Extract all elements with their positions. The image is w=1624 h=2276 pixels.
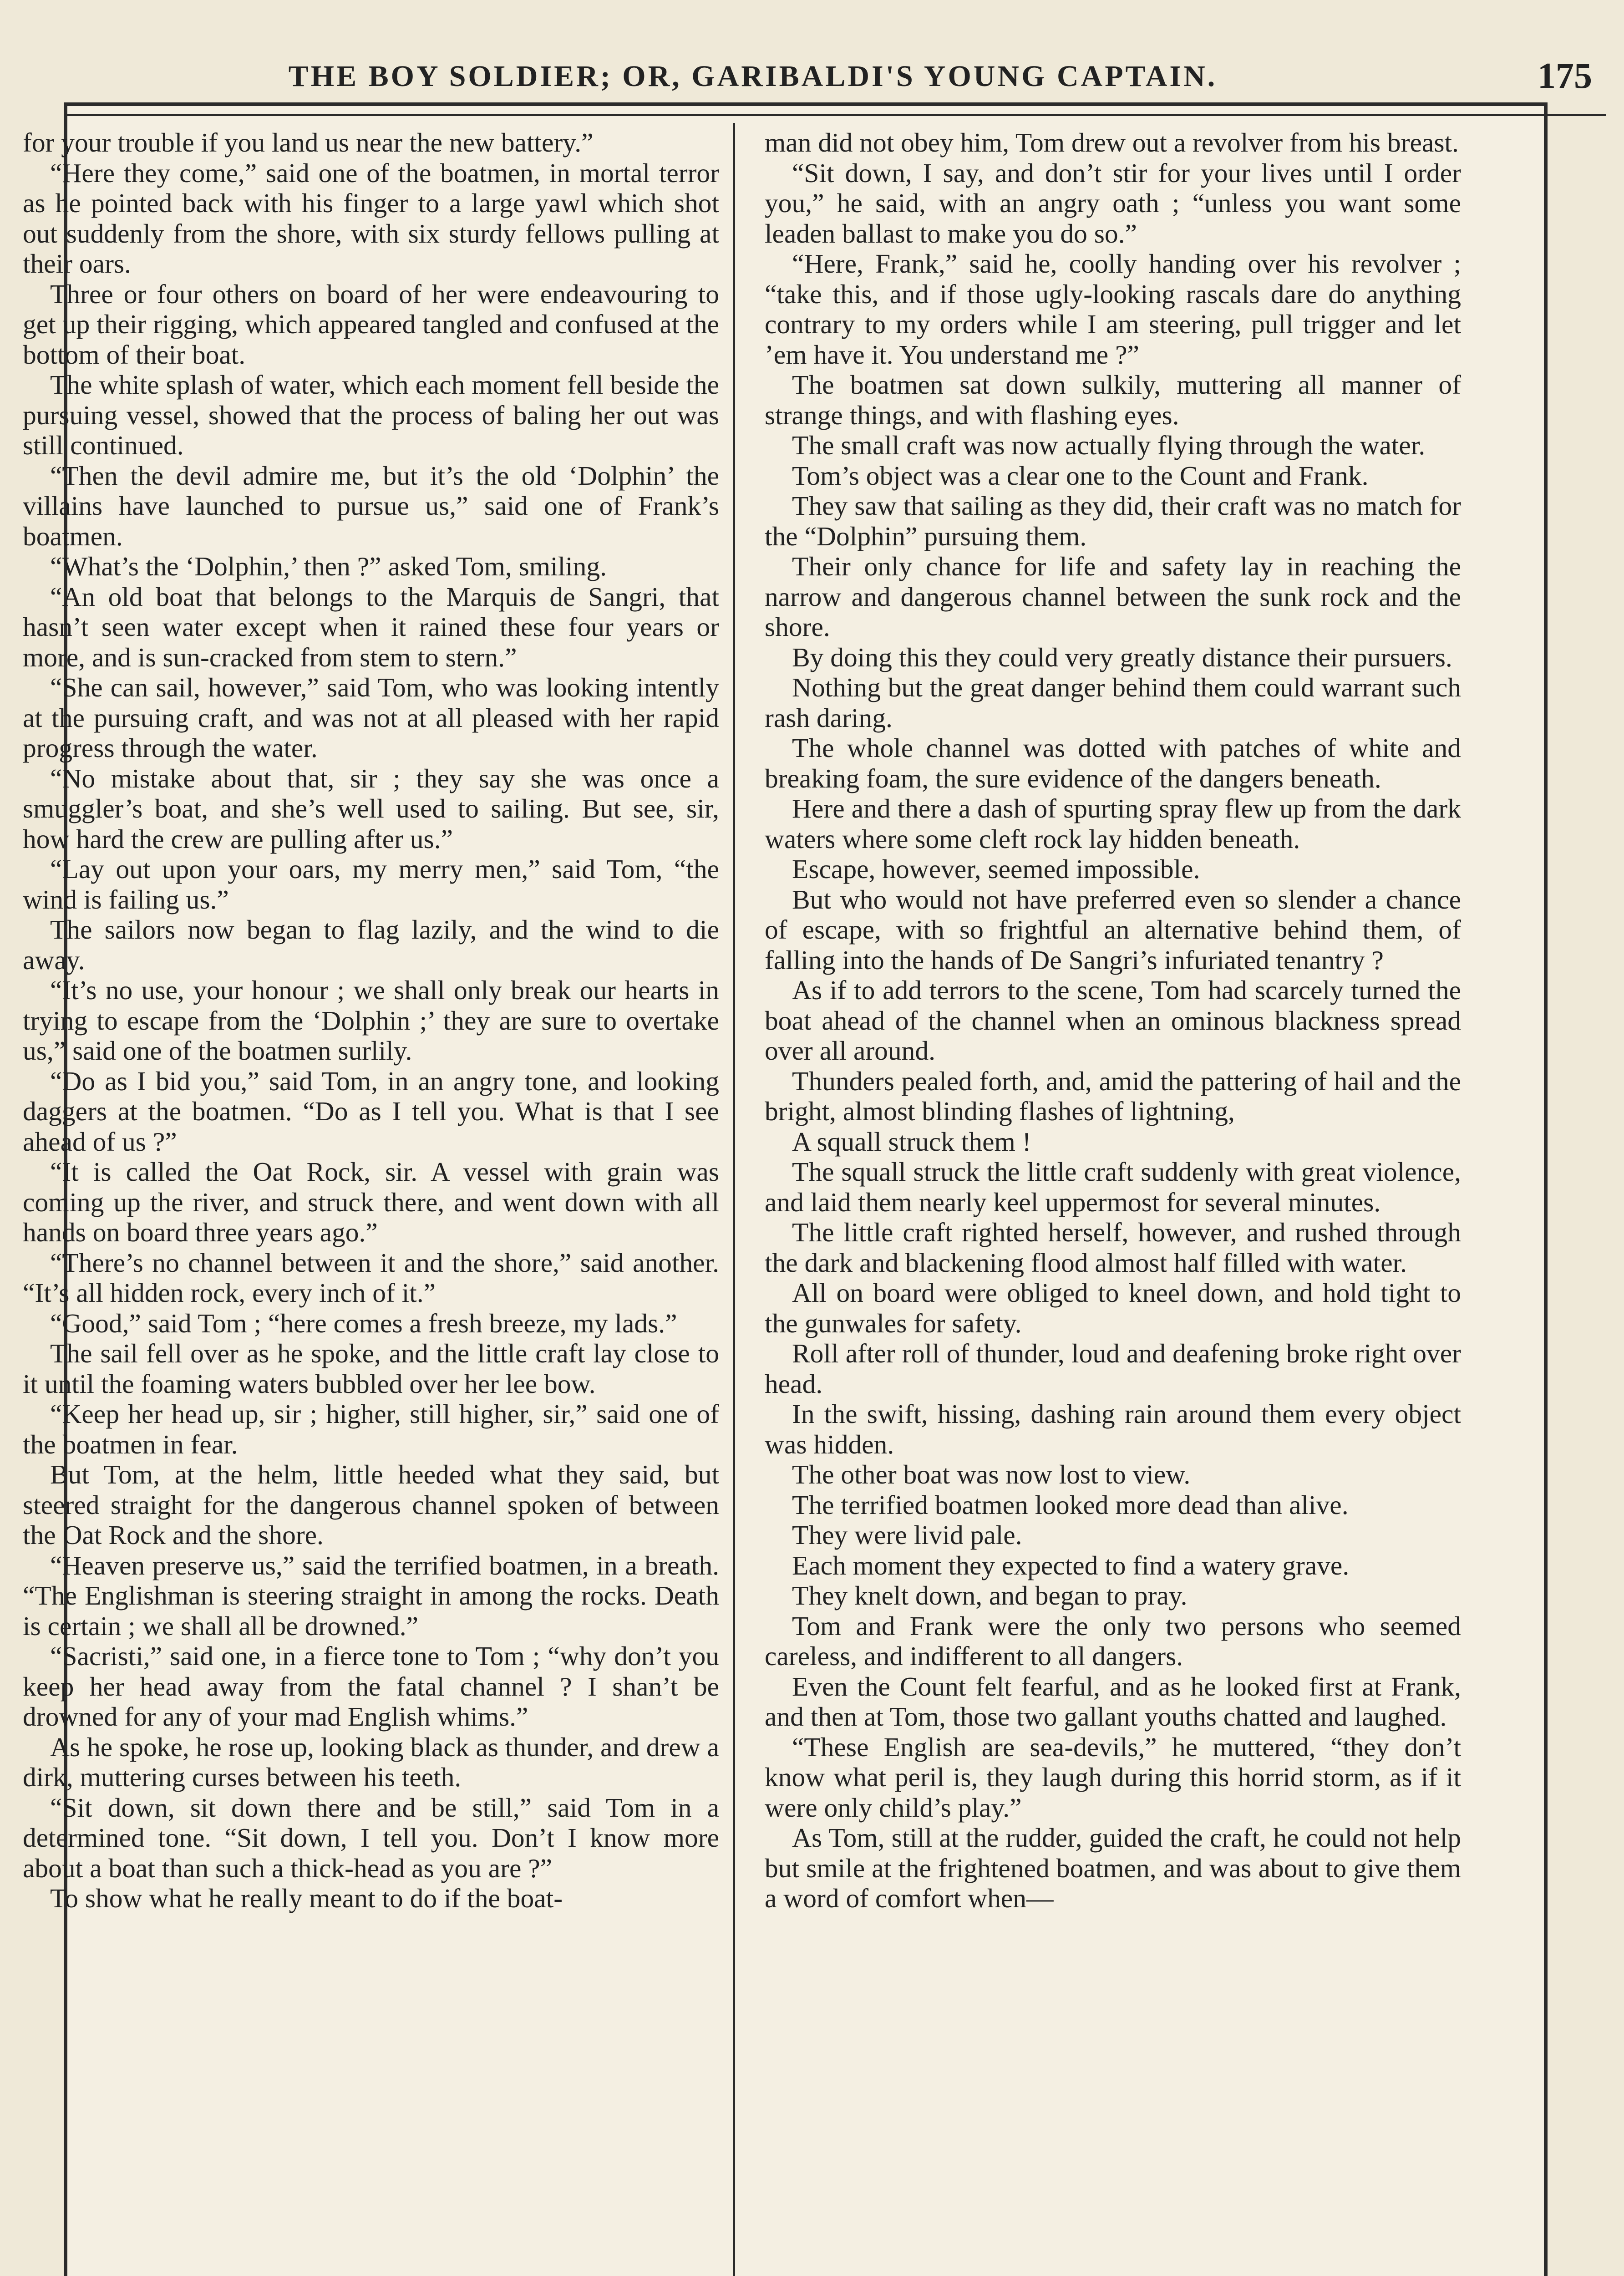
- paragraph: “Good,” said Tom ; “here comes a fresh breeze, my lads.”: [50, 1308, 677, 1338]
- paragraph: “It is called the Oat Rock, sir. A vessel with grain was coming up the river, and struck there, and went down with all hands on board three years ago.”: [23, 1157, 719, 1247]
- paragraph: But who would not have preferred even so slender a chance of escape, with so frightful an alternative behind them, of falling into the hands of De Sangri’s infuriated tenantry ?: [765, 884, 1461, 975]
- paragraph: “Sit down, I say, and don’t stir for your lives until I order you,” he said, with an angry oath ; “unless you want some leaden ballast to make you do so.”: [765, 157, 1461, 249]
- running-title: THE BOY SOLDIER; OR, GARIBALDI'S YOUNG CAPTAIN.: [288, 60, 1218, 93]
- paragraph: “Keep her head up, sir ; higher, still higher, sir,” said one of the boatmen in fear.: [23, 1399, 719, 1459]
- paragraph: The small craft was now actually flying through the water.: [792, 430, 1426, 460]
- paragraph: The boatmen sat down sulkily, muttering all manner of strange things, and with flashing eyes.: [765, 370, 1461, 430]
- paragraph: “There’s no channel between it and the shore,” said another. “It’s all hidden rock, every inch of it.”: [23, 1247, 719, 1308]
- paragraph: The sailors now began to flag lazily, and the wind to die away.: [23, 914, 719, 975]
- paragraph: “These English are sea-devils,” he muttered, “they don’t know what peril is, they laugh during this horrid storm, as if it were only child’s play.”: [765, 1732, 1461, 1823]
- running-header: [64, 46, 1606, 116]
- paragraph: “She can sail, however,” said Tom, who was looking intently at the pursuing craft, and was not at all pleased with her rapid progress through the water.: [23, 672, 719, 763]
- paragraph: Tom’s object was a clear one to the Count and Frank.: [792, 460, 1369, 491]
- paragraph: “It’s no use, your honour ; we shall only break our hearts in trying to escape from the ‘Dolphin ;’ they are sure to overtake us,” said one of the boatmen surlily.: [23, 975, 719, 1066]
- paragraph: “What’s the ‘Dolphin,’ then ?” asked Tom, smiling.: [50, 551, 607, 581]
- paragraph: Tom and Frank were the only two persons who seemed careless, and indifferent to all dangers.: [765, 1610, 1461, 1671]
- paragraph: “Heaven preserve us,” said the terrified boatmen, in a breath. “The Englishman is steering straight in among the rocks. Death is certain ; we shall all be drowned.”: [23, 1550, 719, 1641]
- paragraph: They saw that sailing as they did, their craft was no match for the “Dolphin” pursuing them.: [765, 491, 1461, 551]
- right-column: [765, 127, 1461, 1914]
- paragraph: The other boat was now lost to view.: [792, 1459, 1191, 1489]
- paragraph: “Then the devil admire me, but it’s the old ‘Dolphin’ the villains have launched to pursue us,” said one of Frank’s boatmen.: [23, 460, 719, 551]
- paragraph: Here and there a dash of spurting spray flew up from the dark waters where some cleft rock lay hidden beneath.: [765, 793, 1461, 854]
- paragraph: The white splash of water, which each moment fell beside the pursuing vessel, showed that the process of baling her out was still continued.: [23, 370, 719, 460]
- paragraph: “Sacristi,” said one, in a fierce tone to Tom ; “why don’t you keep her head away from the fatal channel ? I shan’t be drowned for any of your mad English whims.”: [23, 1641, 719, 1732]
- paragraph: Each moment they expected to find a watery grave.: [792, 1550, 1350, 1580]
- paragraph: The whole channel was dotted with patches of white and breaking foam, the sure evidence of the dangers beneath.: [765, 733, 1461, 793]
- paragraph: As Tom, still at the rudder, guided the craft, he could not help but smile at the frightened boatmen, and was about to give them a word of comfort when—: [765, 1823, 1461, 1913]
- paragraph: “An old boat that belongs to the Marquis de Sangri, that hasn’t seen water except when it rained these four years or more, and is sun-cracked from stem to stern.”: [23, 581, 719, 672]
- paragraph: They were livid pale.: [792, 1520, 1022, 1550]
- paragraph: “Sit down, sit down there and be still,” said Tom in a determined tone. “Sit down, I tell you. Don’t I know more about a boat than such a thick-head as you are ?”: [23, 1792, 719, 1883]
- paragraph: All on board were obliged to kneel down, and hold tight to the gunwales for safety.: [765, 1278, 1461, 1338]
- paragraph: As if to add terrors to the scene, Tom had scarcely turned the boat ahead of the channel when an ominous blackness spread over all around.: [765, 975, 1461, 1066]
- paragraph: The sail fell over as he spoke, and the little craft lay close to it until the foaming waters bubbled over her lee bow.: [23, 1338, 719, 1399]
- paragraph: To show what he really meant to do if the boat-: [50, 1883, 563, 1913]
- paragraph: They knelt down, and began to pray.: [792, 1580, 1188, 1610]
- paragraph: “Lay out upon your oars, my merry men,” said Tom, “the wind is failing us.”: [23, 854, 719, 914]
- paragraph: In the swift, hissing, dashing rain around them every object was hidden.: [765, 1399, 1461, 1459]
- paragraph: Roll after roll of thunder, loud and deafening broke right over head.: [765, 1338, 1461, 1399]
- paragraph: “Here, Frank,” said he, coolly handing over his revolver ; “take this, and if those ugly-looking rascals dare do anything contrary to my orders while I am steering, pull trigger and let ’em have it. You understand me ?”: [765, 249, 1461, 370]
- column-divider: [733, 123, 735, 2276]
- paragraph: A squall struck them !: [792, 1126, 1031, 1157]
- paragraph: The squall struck the little craft suddenly with great violence, and laid them nearly keel uppermost for several minutes.: [765, 1157, 1461, 1217]
- paragraph: As he spoke, he rose up, looking black as thunder, and drew a dirk, muttering curses between his teeth.: [23, 1732, 719, 1792]
- paragraph: Nothing but the great danger behind them could warrant such rash daring.: [765, 672, 1461, 733]
- paragraph: “Here they come,” said one of the boatmen, in mortal terror as he pointed back with his finger to a large yawl which shot out suddenly from the shore, with six sturdy fellows pulling at their oars.: [23, 157, 719, 279]
- paragraph: “Do as I bid you,” said Tom, in an angry tone, and looking daggers at the boatmen. “Do as I tell you. What is that I see ahead of us ?”: [23, 1066, 719, 1157]
- paragraph: But Tom, at the helm, little heeded what they said, but steered straight for the dangerous channel spoken of between the Oat Rock and the shore.: [23, 1459, 719, 1550]
- paragraph: man did not obey him, Tom drew out a revolver from his breast.: [765, 127, 1459, 157]
- paragraph: Thunders pealed forth, and, amid the pattering of hail and the bright, almost blinding flashes of lightning,: [765, 1066, 1461, 1126]
- paragraph: Escape, however, seemed impossible.: [792, 854, 1200, 884]
- paragraph: The little craft righted herself, however, and rushed through the dark and blackening flood almost half filled with water.: [765, 1217, 1461, 1278]
- paragraph: Even the Count felt fearful, and as he looked first at Frank, and then at Tom, those two gallant youths chatted and laughed.: [765, 1671, 1461, 1732]
- paragraph: “No mistake about that, sir ; they say she was once a smuggler’s boat, and she’s well used to sailing. But see, sir, how hard the crew are pulling after us.”: [23, 763, 719, 854]
- paragraph: The terrified boatmen looked more dead than alive.: [792, 1489, 1349, 1520]
- left-column: [23, 127, 719, 1914]
- page-number: 175: [1538, 56, 1592, 96]
- paragraph: Their only chance for life and safety lay in reaching the narrow and dangerous channel between the sunk rock and the shore.: [765, 551, 1461, 642]
- paragraph: Three or four others on board of her were endeavouring to get up their rigging, which appeared tangled and confused at the bottom of their boat.: [23, 279, 719, 370]
- paragraph: for your trouble if you land us near the new battery.”: [23, 127, 594, 157]
- paragraph: By doing this they could very greatly distance their pursuers.: [792, 642, 1452, 672]
